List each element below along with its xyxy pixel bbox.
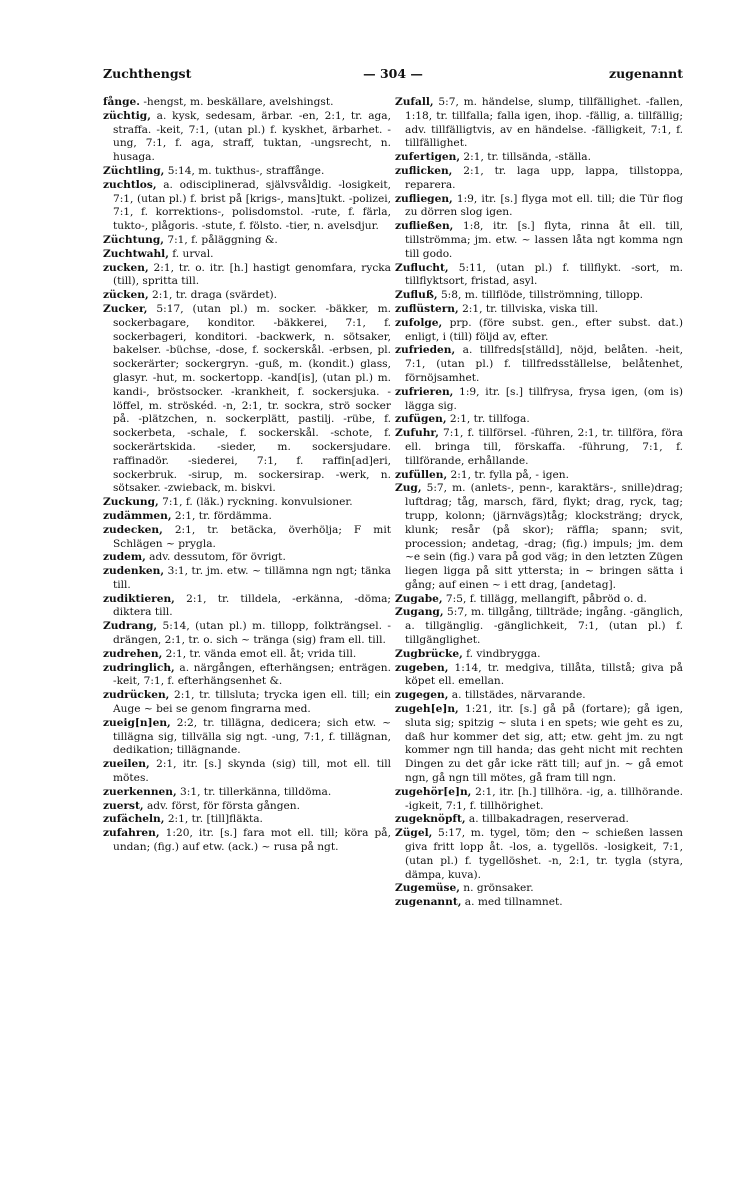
dictionary-entry: Zuckung, 7:1, f. (läk.) ryckning. konvulsioner. — [103, 496, 353, 509]
headword: zudämmen, — [103, 509, 172, 522]
headword: zuflicken, — [395, 164, 453, 177]
headword: zueig[n]en, — [103, 716, 171, 729]
headword: züchtig, — [103, 109, 151, 122]
dictionary-entry: zudämmen, 2:1, tr. fördämma. — [103, 509, 272, 522]
headword: Züchtung, — [103, 233, 164, 246]
dictionary-entry: Zug, 5:7, m. (anlets-, penn-, karaktärs-, snille)drag; luftdrag; tåg, marsch, färd, flykt; drag, ryck, tag; trupp, kolonn; (järnvägs)tåg; klocksträng; dryck, klunk; resår (på skor); räffla; spann; svit, procession; andetag, -drag; (fig.) impuls; jm. dem ~e sein (fig.) vara på god väg; in den letzten Zügen liegen ligga på sitt yttersta; in ~ bringen sätta i gång; auf einen ~ i ett drag, [andetag]. — [395, 482, 683, 591]
dictionary-entry: zudringlich, a. närgången, efterhängsen; enträgen. -keit, 7:1, f. efterhängsenhet &. — [103, 661, 391, 688]
headword: zudem, — [103, 551, 146, 564]
dictionary-entry: Züchtung, 7:1, f. påläggning &. — [103, 233, 278, 246]
dictionary-entry: zufächeln, 2:1, tr. [till]fläkta. — [103, 813, 263, 826]
headword: Zügel, — [395, 827, 433, 840]
headword: zugeh[e]n, — [395, 703, 459, 716]
right-column — [395, 96, 683, 910]
dictionary-entry: Zügel, 5:17, m. tygel, töm; den ~ schießen lassen giva fritt lopp åt. -los, a. tygellös. -losigkeit, 7:1, (utan pl.) f. tygellöshet. -n, 2:1, tr. tygla (styra, dämpa, kuva). — [395, 827, 683, 881]
headword: Zufall, — [395, 96, 434, 108]
headword: Züchtling, — [103, 164, 165, 177]
headword: zuerst, — [103, 799, 144, 812]
dictionary-entry: Zufuhr, 7:1, f. tillförsel. -führen, 2:1, tr. tillföra, föra ell. bringa till, förskaffa. -führung, 7:1, f. tillförande, erhållande. — [395, 427, 683, 467]
headword: zudiktieren, — [103, 592, 175, 605]
headword: zudenken, — [103, 565, 165, 578]
dictionary-entry: Zugbrücke, f. vindbrygga. — [395, 647, 541, 660]
dictionary-entry: zugeh[e]n, 1:21, itr. [s.] gå på (fortare); gå igen, sluta sig; spitzig ~ sluta i en spets; wie geht es zu, daß hur kommer det sig, att; etw. geht jm. zu ngt kommer ngn till handa; das geht nicht mit rechten Dingen zu det går icke rätt till; auf jn. ~ gå emot ngn, gå ngn till mötes, gå fram till ngn. — [395, 703, 683, 785]
dictionary-entry: zugenannt, a. med tillnamnet. — [395, 896, 563, 909]
headword: zufächeln, — [103, 813, 165, 826]
headword: zufertigen, — [395, 151, 461, 164]
page-header — [103, 66, 683, 86]
dictionary-entry: zueig[n]en, 2:2, tr. tillägna, dedicera; sich etw. ~ tillägna sig, tillvälla sig ngt. -ung, 7:1, f. tillägnan, dedikation; tillägnande. — [103, 716, 391, 757]
dictionary-entry: zuchtlos, a. odisciplinerad, självsvåldig. -losigkeit, 7:1, (utan pl.) f. brist på [krigs-, mans]tukt. -polizei, 7:1, f. korrektions-, polisdomstol. -rute, f. färla, tukto-, plågoris. -stute, f. fölsto. -tier, n. avelsdjur. — [103, 178, 391, 233]
dictionary-entry: zücken, 2:1, tr. draga (svärdet). — [103, 289, 278, 302]
headword: Zucker, — [103, 302, 148, 315]
dictionary-entry: Zugabe, 7:5, f. tillägg, mellangift, påbröd o. d. — [395, 592, 647, 605]
headword: zuchtlos, — [103, 178, 157, 191]
headword: fånge. — [103, 96, 140, 108]
dictionary-entry: zuflüstern, 2:1, tr. tillviska, viska till. — [395, 302, 599, 315]
dictionary-entry: zufüllen, 2:1, tr. fylla på, - igen. — [395, 468, 569, 481]
headword: Zuflucht, — [395, 261, 449, 274]
page-number: — 304 — — [363, 66, 423, 81]
headword: zudringlich, — [103, 661, 175, 674]
dictionary-entry: zudiktieren, 2:1, tr. tilldela, -erkänna, -döma; diktera till. — [103, 592, 391, 619]
dictionary-entry: zuflicken, 2:1, tr. laga upp, lappa, tillstoppa, reparera. — [395, 164, 683, 191]
headword: zufolge, — [395, 316, 443, 329]
headword: zuerkennen, — [103, 785, 177, 798]
dictionary-entry: zugeben, 1:14, tr. medgiva, tillåta, tillstå; giva på köpet ell. emellan. — [395, 661, 683, 688]
headword: zufrieden, — [395, 344, 456, 357]
dictionary-entry: zueilen, 2:1, itr. [s.] skynda (sig) till, mot ell. till mötes. — [103, 758, 391, 785]
dictionary-entry: zudenken, 3:1, tr. jm. etw. ~ tillämna ngn ngt; tänka till. — [103, 565, 391, 591]
left-column — [103, 96, 391, 855]
headword: Zudrang, — [103, 620, 158, 633]
headword: Zufuhr, — [395, 427, 439, 440]
dictionary-entry: Zuflucht, 5:11, (utan pl.) f. tillflykt. -sort, m. tillflyktsort, fristad, asyl. — [395, 261, 683, 288]
dictionary-entry: zufrieden, a. tillfreds[ställd], nöjd, belåten. -heit, 7:1, (utan pl.) f. tillfredsställelse, belåtenhet, förnöjsamhet. — [395, 344, 683, 384]
headword: zucken, — [103, 261, 149, 274]
headword: Zufluß, — [395, 289, 438, 302]
dictionary-entry: zufertigen, 2:1, tr. tillsända, -ställa. — [395, 151, 591, 164]
headword: zufließen, — [395, 220, 454, 233]
dictionary-entry: Zugang, 5:7, m. tillgång, tillträde; ingång. -gänglich, a. tillgänglig. -gänglichkeit, 7:1, (utan pl.) f. tillgänglighet. — [395, 606, 683, 647]
headword: zücken, — [103, 289, 149, 302]
headword: zufliegen, — [395, 192, 453, 205]
headword: zugenannt, — [395, 896, 462, 909]
headword: zugehör[e]n, — [395, 785, 472, 798]
dictionary-entry: zufügen, 2:1, tr. tillfoga. — [395, 413, 530, 426]
dictionary-entry: zudrücken, 2:1, tr. tillsluta; trycka igen ell. till; ein Auge ~ bei se genom fingrarna med. — [103, 689, 391, 716]
headword: Zuchtwahl, — [103, 247, 169, 260]
headword: Zuckung, — [103, 496, 159, 509]
headword: Zugabe, — [395, 592, 443, 605]
dictionary-entry: zuerst, adv. först, för första gången. — [103, 799, 300, 812]
header-last-entry: zugenannt — [608, 66, 683, 81]
dictionary-entry: Zudrang, 5:14, (utan pl.) m. tillopp, folkträngsel. -drängen, 2:1, tr. o. sich ~ tränga (sig) fram ell. till. — [103, 620, 391, 647]
dictionary-entry: zufahren, 1:20, itr. [s.] fara mot ell. till; köra på, undan; (fig.) auf etw. (ack.) ~ rusa på ngt. — [103, 827, 391, 854]
headword: zugeknöpft, — [395, 813, 466, 826]
dictionary-entry: zufließen, 1:8, itr. [s.] flyta, rinna åt ell. till, tillströmma; jm. etw. ~ lassen låta ngt komma ngn till godo. — [395, 220, 683, 260]
headword: zufrieren, — [395, 385, 454, 398]
dictionary-entry: zucken, 2:1, tr. o. itr. [h.] hastigt genomfara, rycka (till), spritta till. — [103, 261, 391, 288]
dictionary-entry: fånge. -hengst, m. beskällare, avelshingst. — [103, 96, 334, 108]
dictionary-entry: zufolge, prp. (före subst. gen., efter subst. dat.) enligt, i (till) följd av, efter. — [395, 316, 683, 343]
headword: zueilen, — [103, 758, 150, 771]
dictionary-entry: Zugemüse, n. grönsaker. — [395, 882, 534, 895]
dictionary-entry: zudecken, 2:1, tr. betäcka, överhölja; F mit Schlägen ~ prygla. — [103, 523, 391, 550]
headword: Zug, — [395, 482, 422, 495]
header-first-entry: Zuchthengst — [103, 66, 192, 81]
dictionary-entry: züchtig, a. kysk, sedesam, ärbar. -en, 2:1, tr. aga, straffa. -keit, 7:1, (utan pl.) f. kyskhet, ärbarhet. -ung, 7:1, f. aga, straff, tuktan, -ungsrecht, n. husaga. — [103, 109, 391, 164]
dictionary-entry: Züchtling, 5:14, m. tukthus-, straffånge. — [103, 164, 325, 177]
dictionary-entry: Zuchtwahl, f. urval. — [103, 247, 214, 260]
dictionary-entry: zufliegen, 1:9, itr. [s.] flyga mot ell. till; die Tür flog zu dörren slog igen. — [395, 192, 683, 219]
dictionary-entry: zufrieren, 1:9, itr. [s.] tillfrysa, frysa igen, (om is) lägga sig. — [395, 385, 683, 412]
dictionary-entry: Zufluß, 5:8, m. tillflöde, tillströmning, tillopp. — [395, 289, 644, 302]
headword: zufahren, — [103, 827, 160, 840]
dictionary-entry: Zucker, 5:17, (utan pl.) m. socker. -bäkker, m. sockerbagare, konditor. -bäkkerei, 7:1, f. sockerbageri, konditori. -backwerk, n. sötsaker, bakelser. -büchse, -dose, f. sockerskål. -erbsen, pl. sockerärter; sockergryn. -guß, m. (kondit.) glass, glasyr. -hut, m. sockertopp. -kand[is], (utan pl.) m. kandi-, bröstsocker. -krankheit, f. sockersjuka. -löffel, m. ströskéd. -n, 2:1, tr. sockra, strö socker på. -plätzchen, n. sockerplätt, pastilj. -rübe, f. sockerbeta, -schale, f. sockerskål. -schote, f. sockerärtskida. -sieder, m. sockersjudare. raffinadör. -siederei, 7:1, f. raffin[ad]eri, sockerbruk. -sirup, m. sockersirap. -werk, n. sötsaker. -zwieback, m. biskvi. — [103, 302, 391, 495]
dictionary-entry: zudrehen, 2:1, tr. vända emot ell. åt; vrida till. — [103, 647, 357, 660]
headword: zuflüstern, — [395, 302, 459, 315]
dictionary-entry: zugegen, a. tillstädes, närvarande. — [395, 689, 586, 702]
dictionary-entry: zugeknöpft, a. tillbakadragen, reserverad. — [395, 813, 629, 826]
dictionary-entry: Zufall, 5:7, m. händelse, slump, tillfällighet. -fallen, 1:18, tr. tillfalla; falla igen, ihop. -fällig, a. tillfällig; adv. tillfälligtvis, av en händelse. -fälligkeit, 7:1, f. tillfällighet. — [395, 96, 683, 150]
dictionary-entry: zuerkennen, 3:1, tr. tillerkänna, tilldöma. — [103, 785, 332, 798]
headword: Zugang, — [395, 606, 444, 619]
dictionary-entry: zugehör[e]n, 2:1, itr. [h.] tillhöra. -ig, a. tillhörande. -igkeit, 7:1, f. tillhörighet. — [395, 785, 683, 812]
headword: zudrücken, — [103, 689, 170, 702]
headword: Zugemüse, — [395, 882, 460, 895]
headword: zugeben, — [395, 661, 449, 674]
headword: zufüllen, — [395, 468, 448, 481]
headword: zufügen, — [395, 413, 447, 426]
headword: zudrehen, — [103, 647, 163, 660]
headword: zugegen, — [395, 689, 449, 702]
dictionary-entry: zudem, adv. dessutom, för övrigt. — [103, 551, 286, 564]
headword: zudecken, — [103, 523, 163, 536]
headword: Zugbrücke, — [395, 647, 463, 660]
